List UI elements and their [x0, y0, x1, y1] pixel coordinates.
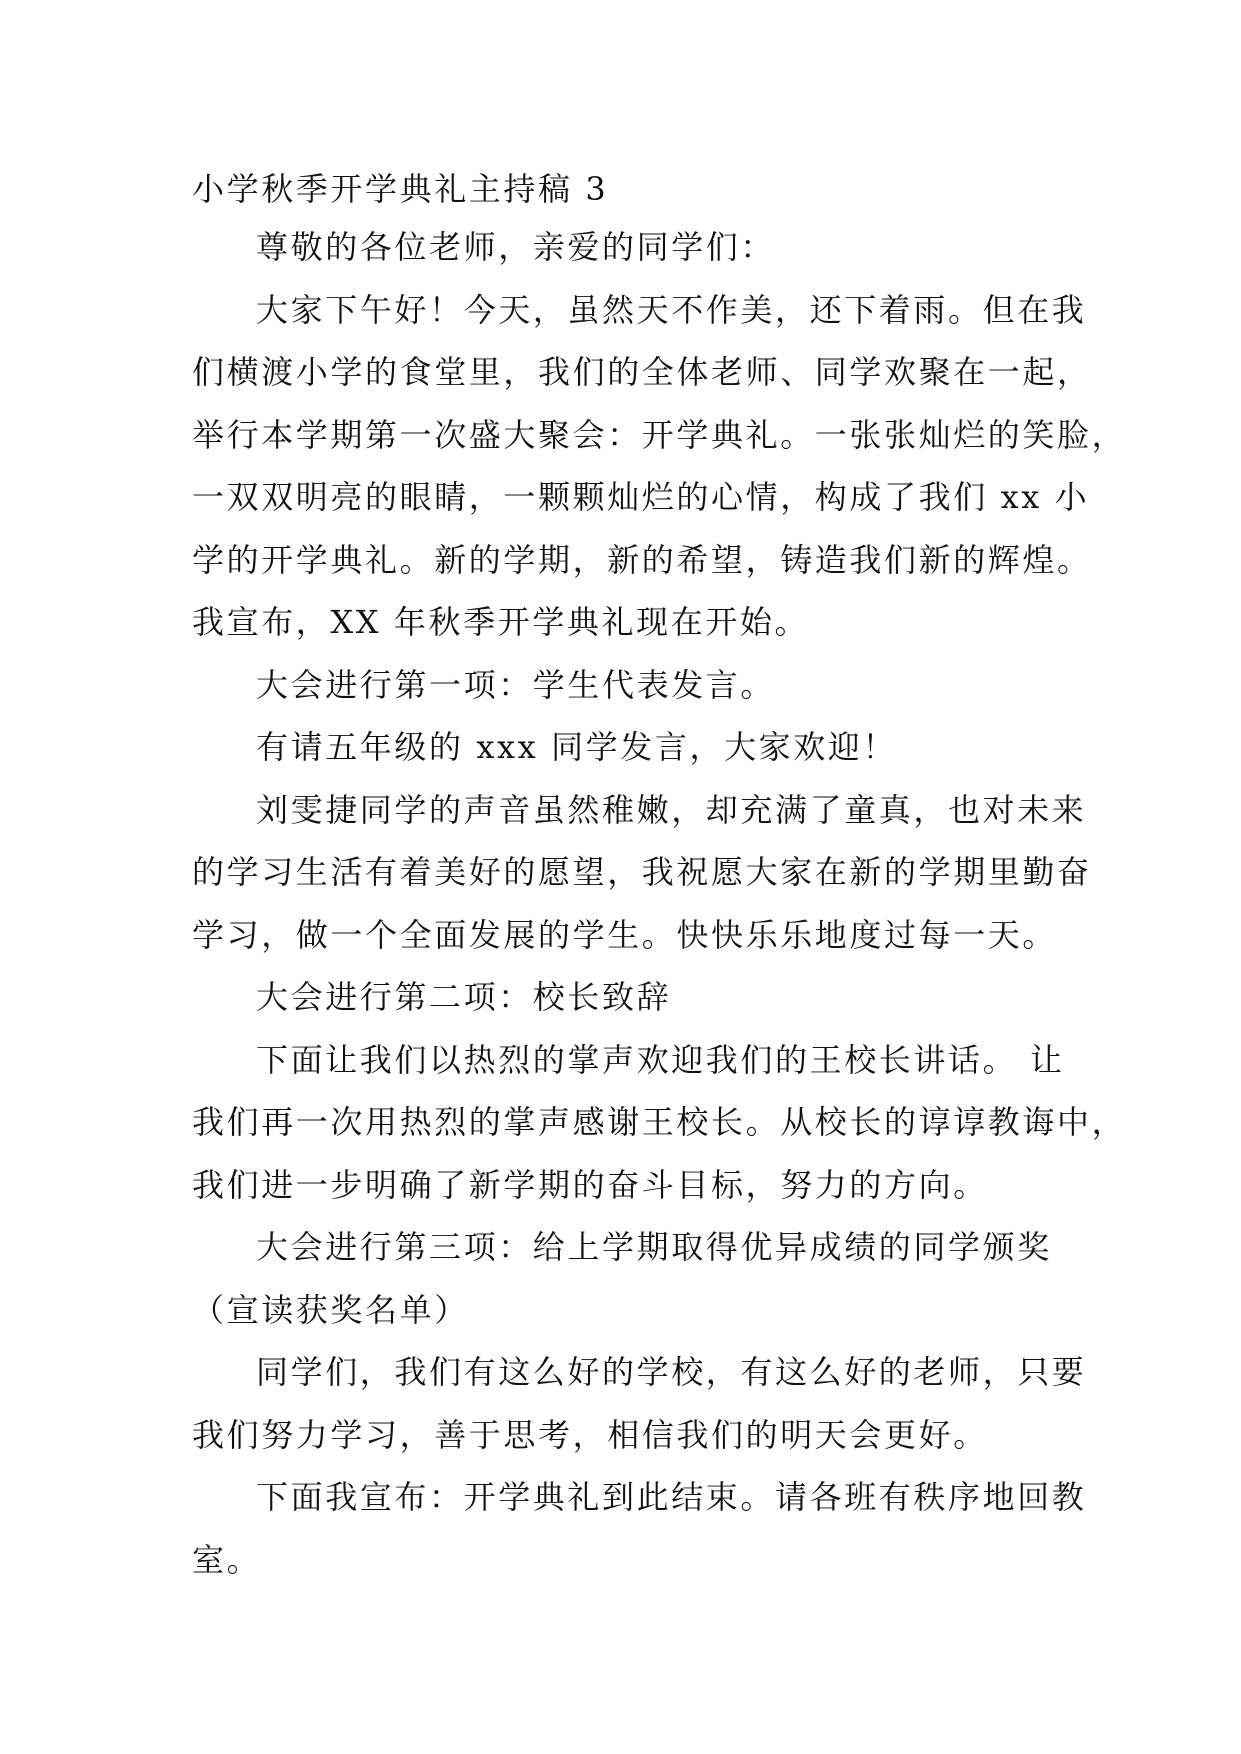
- text-line: （宣读获奖名单）: [192, 1290, 469, 1329]
- document-title: 小学秋季开学典礼主持稿 3: [192, 170, 609, 208]
- text-line: 我们进一步明确了新学期的奋斗目标，努力的方向。: [192, 1165, 988, 1204]
- text-line: 学习，做一个全面发展的学生。快快乐乐地度过每一天。: [192, 915, 1058, 954]
- text-line: 尊敬的各位老师，亲爱的同学们：: [256, 228, 776, 266]
- text-line: 举行本学期第一次盛大聚会：开学典礼。一张张灿烂的笑脸，: [192, 415, 1127, 454]
- text-line: 室。: [192, 1540, 262, 1579]
- text-line: 大会进行第一项：学生代表发言。: [256, 665, 776, 704]
- text-line: 大会进行第三项：给上学期取得优异成绩的同学颁奖: [256, 1228, 1052, 1266]
- text-line: 的学习生活有着美好的愿望，我祝愿大家在新的学期里勤奋: [192, 853, 1092, 891]
- text-line: 下面我宣布：开学典礼到此结束。请各班有秩序地回教: [256, 1478, 1087, 1516]
- text-line: 们横渡小学的食堂里，我们的全体老师、同学欢聚在一起，: [192, 353, 1092, 391]
- text-line: 我宣布，XX 年秋季开学典礼现在开始。: [192, 603, 810, 641]
- text-line: 我们再一次用热烈的掌声感谢王校长。从校长的谆谆教诲中，: [192, 1103, 1127, 1141]
- text-line: 大会进行第二项：校长致辞: [256, 978, 672, 1016]
- text-line: 我们努力学习，善于思考，相信我们的明天会更好。: [192, 1415, 988, 1454]
- text-line: 学的开学典礼。新的学期，新的希望，铸造我们新的辉煌。: [192, 540, 1092, 579]
- text-line: 刘雯捷同学的声音虽然稚嫩，却充满了童真，也对未来: [256, 790, 1087, 829]
- text-line: 有请五年级的 xxx 同学发言，大家欢迎！: [256, 728, 898, 766]
- document-body: [192, 162, 1127, 1591]
- text-line: 大家下午好！今天，虽然天不作美，还下着雨。但在我: [256, 290, 1087, 329]
- text-line: 同学们，我们有这么好的学校，有这么好的老师，只要: [256, 1353, 1087, 1391]
- text-line: 一双双明亮的眼睛，一颗颗灿烂的心情，构成了我们 xx 小: [192, 478, 1090, 516]
- text-line: 下面让我们以热烈的掌声欢迎我们的王校长讲话。 让: [256, 1040, 1065, 1079]
